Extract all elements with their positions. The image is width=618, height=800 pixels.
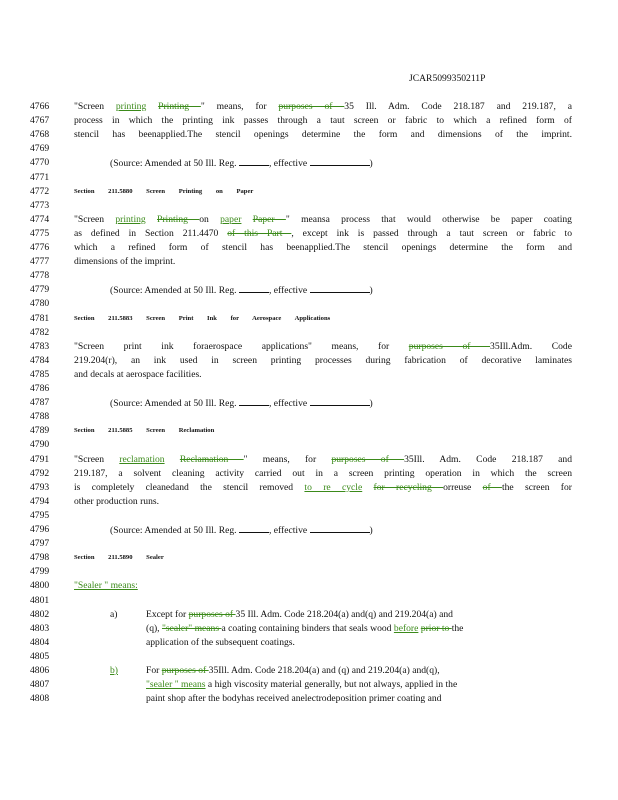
blank-field <box>310 396 370 406</box>
line-text <box>146 622 572 636</box>
document-line <box>30 467 590 481</box>
line-number: 4767 <box>30 115 50 127</box>
line-text <box>74 495 572 509</box>
document-line <box>30 312 590 326</box>
document-line <box>30 396 590 410</box>
text-run: For <box>146 665 162 676</box>
document-line <box>30 368 590 382</box>
text-run <box>165 454 180 465</box>
text-run: " means, for <box>200 101 279 112</box>
item-label: b) <box>110 665 118 676</box>
blank-field <box>310 156 370 166</box>
document-line <box>30 227 590 241</box>
document-line <box>30 424 590 438</box>
document-line <box>30 114 590 128</box>
document-line <box>30 453 590 467</box>
deleted-text: purposes of <box>408 340 491 352</box>
inserted-text: to re cycle <box>304 481 363 493</box>
text-run: , effective <box>268 285 310 297</box>
text-run: (Source: Amended at 50 Ill. Reg. <box>110 158 239 170</box>
text-run: 35Ill. Adm. Code 218.187 and <box>404 453 573 465</box>
line-text <box>110 156 608 171</box>
document-line <box>30 283 590 297</box>
line-number: 4788 <box>30 411 50 423</box>
blank-field <box>239 283 269 293</box>
text-run <box>146 101 158 112</box>
line-number: 4789 <box>30 425 50 437</box>
blank-field <box>310 283 370 293</box>
document-line <box>30 340 590 354</box>
line-number: 4771 <box>30 171 50 183</box>
line-number: 4766 <box>30 101 50 112</box>
section-heading <box>74 551 572 565</box>
line-number: 4784 <box>30 354 50 366</box>
text-run: orreuse <box>443 481 483 493</box>
text-run: the screen for <box>501 481 572 493</box>
line-number: 4787 <box>30 397 50 409</box>
document-line <box>30 297 590 311</box>
document-line <box>30 650 590 664</box>
text-run: ) <box>369 285 373 297</box>
text-run: , except ink is passed through a taut screen or fabric to <box>291 227 572 239</box>
deleted-text: for recycling <box>373 481 444 493</box>
document-line <box>30 551 590 565</box>
document-line <box>30 636 590 650</box>
document-line <box>30 269 590 283</box>
line-number: 4798 <box>30 552 50 564</box>
line-number: 4808 <box>30 693 50 705</box>
line-number: 4780 <box>30 298 50 310</box>
document-line <box>30 142 590 156</box>
text-run: 35 Ill. Adm. Code 218.187 and 219.187, a <box>344 101 572 112</box>
document-line <box>30 326 590 340</box>
text-run: paint shop after the bodyhas received anelectrodeposition primer coating and <box>146 693 442 705</box>
text-run: "Screen <box>74 213 116 225</box>
line-text <box>110 283 608 298</box>
document-line <box>30 100 590 114</box>
inserted-text: printing <box>115 101 147 112</box>
text-run: 219.187, a solvent cleaning activity carried out in a screen printing operation in which the screen <box>74 467 572 479</box>
document-line <box>30 382 590 396</box>
text-run: Section 211.5880 Screen Printing on Paper <box>74 187 254 195</box>
text-run: Section 211.5885 Screen Reclamation <box>74 427 215 435</box>
document-line <box>30 241 590 255</box>
document-line <box>30 213 590 227</box>
line-number: 4806 <box>30 665 50 676</box>
deleted-text: Reclamation <box>179 453 244 465</box>
line-text <box>110 396 608 411</box>
text-run: " means, for <box>243 453 332 465</box>
line-number: 4775 <box>30 227 50 239</box>
line-number: 4795 <box>30 509 50 521</box>
line-number: 4777 <box>30 256 50 268</box>
line-number: 4805 <box>30 650 50 662</box>
document-line <box>30 171 590 185</box>
text-run <box>146 214 157 225</box>
line-text <box>74 481 572 495</box>
line-number: 4768 <box>30 129 50 141</box>
section-heading <box>74 185 572 199</box>
line-number: 4778 <box>30 270 50 282</box>
text-run: Section 211.5883 Screen Print Ink for Aerospace Applications <box>74 314 331 322</box>
text-run: " meansa process that would otherwise be paper coating <box>285 213 572 225</box>
deleted-text: purposes of <box>331 453 405 465</box>
text-run: "Screen <box>74 101 116 112</box>
document-line <box>30 481 590 495</box>
document-line <box>30 255 590 269</box>
text-run: application of the subsequent coatings. <box>146 636 295 648</box>
text-run: 35 Ill. Adm. Code 218.204(a) and(q) and 219.204(a) and <box>235 608 453 620</box>
text-run: 35Ill.Adm. Code <box>490 340 572 352</box>
line-text <box>146 692 572 706</box>
line-number: 4803 <box>30 622 50 634</box>
line-number: 4791 <box>30 453 50 465</box>
text-run: on <box>199 213 221 225</box>
line-text <box>74 213 572 227</box>
line-text <box>74 340 572 354</box>
document-line <box>30 692 590 706</box>
document-id: JCAR5099350211P <box>409 73 486 84</box>
line-text <box>110 608 572 622</box>
deleted-text: of this Part <box>227 227 292 239</box>
line-text <box>146 636 572 650</box>
line-number: 4793 <box>30 481 50 493</box>
line-number: 4800 <box>30 580 50 592</box>
text-run: other production runs. <box>74 495 159 507</box>
document-line <box>30 199 590 213</box>
text-run: Except for <box>146 608 189 620</box>
document-line <box>30 185 590 199</box>
line-number: 4796 <box>30 524 50 535</box>
item-label: a) <box>110 608 118 620</box>
text-run: and decals at aerospace facilities. <box>74 368 202 380</box>
document-line <box>30 495 590 509</box>
line-text <box>74 579 572 593</box>
line-text <box>74 227 572 241</box>
text-run: stencil has beenapplied.The stencil openings determine the form and dimensions of the imprint. <box>74 129 572 141</box>
deleted-text: prior to <box>420 622 452 634</box>
text-run: Section 211.5890 Sealer <box>74 554 164 562</box>
line-number: 4782 <box>30 326 50 338</box>
inserted-text: reclamation <box>119 453 165 465</box>
inserted-text: printing <box>115 213 146 225</box>
text-run: , effective <box>268 525 310 536</box>
deleted-text: "sealer" means <box>161 622 222 634</box>
line-number: 4799 <box>30 566 50 578</box>
deleted-text: Paper <box>252 213 286 225</box>
text-run: , effective <box>268 158 310 170</box>
line-text <box>74 114 572 128</box>
document-line <box>30 579 590 593</box>
blank-field <box>239 396 269 406</box>
section-heading <box>74 312 572 326</box>
line-text <box>74 354 572 368</box>
line-text <box>146 678 572 692</box>
text-run: (Source: Amended at 50 Ill. Reg. <box>110 398 239 410</box>
line-text <box>74 100 572 114</box>
text-run: ) <box>369 398 373 410</box>
line-text <box>110 664 572 678</box>
document-line <box>30 354 590 368</box>
deleted-text: purposes of <box>278 101 345 112</box>
inserted-text: sealer " means <box>149 679 206 691</box>
document-line <box>30 594 590 608</box>
document-line <box>30 523 590 537</box>
text-run: (q), <box>146 622 162 634</box>
inserted-text: "Sealer " means: <box>74 580 138 592</box>
deleted-text: purposes of <box>161 665 209 676</box>
text-run: (Source: Amended at 50 Ill. Reg. <box>110 285 239 297</box>
text-run: ) <box>369 525 373 536</box>
line-text <box>74 467 572 481</box>
blank-field <box>310 523 370 533</box>
text-run: which a refined form of stencil has beenapplied.The stencil openings determine the form and <box>74 242 572 253</box>
document-line <box>30 664 590 678</box>
line-number: 4797 <box>30 538 50 550</box>
deleted-text: of <box>482 481 502 493</box>
line-text <box>110 523 608 538</box>
text-run: 35Ill. Adm. Code 218.204(a) and (q) and 219.204(a) and(q), <box>208 665 440 676</box>
line-text <box>74 241 572 255</box>
document-line <box>30 410 590 424</box>
line-number: 4790 <box>30 439 50 451</box>
text-run: as defined in Section 211.4470 <box>74 227 228 239</box>
text-run: (Source: Amended at 50 Ill. Reg. <box>110 525 239 536</box>
line-number: 4781 <box>30 312 50 324</box>
line-number: 4774 <box>30 213 50 225</box>
text-run: ) <box>369 158 373 170</box>
line-number: 4779 <box>30 284 50 296</box>
blank-field <box>239 523 269 533</box>
line-number: 4773 <box>30 199 50 211</box>
deleted-text: purposes of <box>188 608 236 620</box>
text-run: the <box>451 622 464 634</box>
line-text <box>74 128 572 142</box>
text-run: "Screen print ink foraerospace applications" means, for <box>74 340 409 352</box>
inserted-text: " <box>146 679 150 691</box>
text-run: dimensions of the imprint. <box>74 256 176 268</box>
document-line <box>30 622 590 636</box>
line-number: 4785 <box>30 368 50 380</box>
document-line <box>30 537 590 551</box>
line-number: 4783 <box>30 340 50 352</box>
text-run: 219.204(r), an ink used in screen printing processes during fabrication of decorative laminates <box>74 354 572 366</box>
document-line <box>30 678 590 692</box>
text-run: process in which the printing ink passes through a taut screen or fabric to which a refined form of <box>74 115 572 127</box>
document-line <box>30 156 590 170</box>
text-run: , effective <box>268 398 310 410</box>
inserted-text: before <box>393 622 419 634</box>
deleted-text: Printing <box>157 213 200 225</box>
line-number: 4794 <box>30 495 50 507</box>
text-run: is completely cleanedand the stencil removed <box>74 481 305 493</box>
text-run: a high viscosity material generally, but not always, applied in the <box>205 679 458 691</box>
text-run: a coating containing binders that seals wood <box>221 622 394 634</box>
text-run: "Screen <box>74 453 120 465</box>
line-text <box>74 368 572 382</box>
line-text <box>74 453 572 467</box>
document-line <box>30 128 590 142</box>
line-number: 4772 <box>30 185 50 197</box>
inserted-text: paper <box>220 213 242 225</box>
line-number: 4786 <box>30 383 50 394</box>
line-number: 4776 <box>30 242 50 253</box>
line-text <box>74 255 572 269</box>
document-line <box>30 509 590 523</box>
deleted-text: Printing <box>158 101 201 112</box>
line-number: 4804 <box>30 636 50 648</box>
line-number: 4769 <box>30 143 50 155</box>
document-line <box>30 608 590 622</box>
text-run <box>362 482 373 493</box>
line-number: 4801 <box>30 594 50 606</box>
document-line <box>30 565 590 579</box>
line-number: 4770 <box>30 157 50 169</box>
blank-field <box>239 156 269 166</box>
document-line <box>30 438 590 452</box>
line-number: 4802 <box>30 608 50 620</box>
line-number: 4807 <box>30 679 50 691</box>
section-heading <box>74 424 572 438</box>
line-number: 4792 <box>30 467 50 479</box>
text-run <box>241 214 252 225</box>
